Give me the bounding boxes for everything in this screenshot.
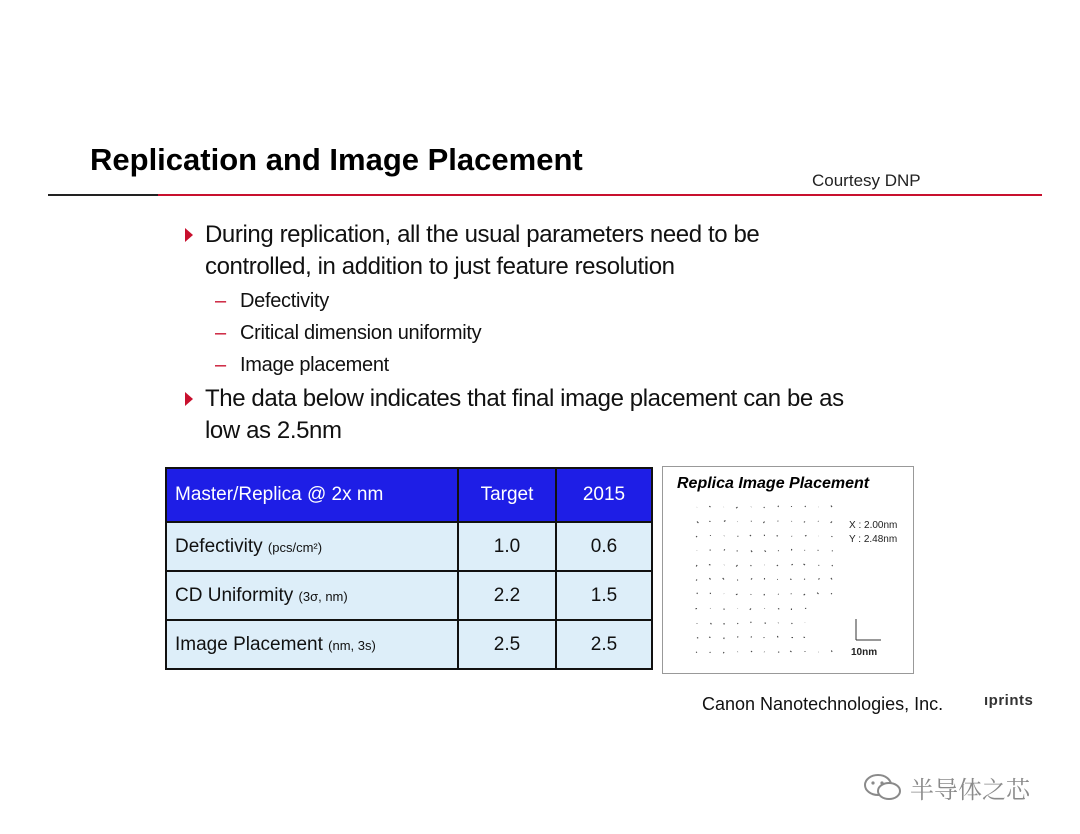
dash-icon: –: [215, 354, 226, 376]
placement-vector: [751, 551, 752, 552]
slide-title: Replication and Image Placement: [90, 142, 583, 177]
placement-vector: [804, 522, 805, 523]
placement-vector: [697, 638, 698, 639]
year-2015-cell: 1.5: [556, 571, 652, 620]
bullet-arrow-icon: [185, 228, 193, 242]
placement-vector: [736, 507, 737, 508]
sub-bullet-text: Image placement: [240, 354, 389, 376]
placement-vector: [709, 578, 710, 579]
dash-icon: –: [215, 290, 226, 312]
placement-vector: [805, 506, 806, 507]
sub-bullet-text: Critical dimension uniformity: [240, 322, 482, 344]
placement-vector: [750, 535, 751, 536]
placement-vector: [792, 564, 793, 565]
bullet-arrow-icon: [185, 392, 193, 406]
placement-vector: [751, 521, 752, 522]
target-cell: 1.0: [458, 522, 556, 571]
placement-vector: [738, 636, 739, 637]
placement-vector: [831, 578, 832, 580]
bullet-list: [183, 219, 903, 447]
placement-vector: [696, 565, 697, 566]
placement-vector: [819, 565, 820, 566]
placement-vector: [751, 578, 752, 579]
placement-vector: [778, 609, 779, 610]
year-2015-cell: 2.5: [556, 620, 652, 669]
placement-vector: [792, 623, 793, 624]
row-label-cell: [166, 571, 458, 620]
placement-vector: [724, 521, 725, 522]
placement-vector: [711, 623, 712, 624]
bullet-text-line: controlled, in addition to just feature resolution: [205, 253, 675, 280]
y-error-label: Y : 2.48nm: [849, 534, 898, 545]
placement-vector: [777, 636, 778, 638]
year-2015-cell: 0.6: [556, 522, 652, 571]
header-cell: Master/Replica @ 2x nm: [166, 468, 458, 522]
placement-vector: [764, 507, 765, 508]
watermark-text: 半导体之芯: [910, 776, 1030, 804]
sub-bullet-text: Defectivity: [240, 290, 329, 312]
table-header-row: [166, 468, 652, 522]
courtesy-label: Courtesy DNP: [812, 171, 921, 190]
placement-vector: [736, 565, 737, 567]
row-label-cell: [166, 522, 458, 571]
bullet-item: [183, 383, 903, 447]
bullet-text-line: low as 2.5nm: [205, 417, 342, 444]
placement-vector: [696, 652, 697, 653]
dash-icon: –: [215, 322, 226, 344]
title-rule-red: [158, 194, 1042, 196]
header-cell: Target: [458, 468, 556, 522]
placement-vector: [831, 522, 832, 523]
row-label: Defectivity: [175, 535, 268, 557]
placement-vector: [697, 522, 698, 524]
header-cell: 2015: [556, 468, 652, 522]
placement-vector: [764, 594, 765, 595]
placement-vector: [737, 551, 738, 552]
placement-vector: [751, 651, 752, 652]
placement-vector: [777, 565, 778, 566]
placement-title: Replica Image Placement: [677, 475, 870, 492]
placement-vector: [831, 506, 832, 507]
row-label: Image Placement: [175, 633, 329, 655]
placement-vector: [710, 550, 711, 551]
placement-vector: [765, 551, 766, 552]
table-row: [166, 620, 652, 669]
placement-vector: [778, 506, 779, 507]
placement-vector: [763, 522, 764, 524]
placement-vector: [817, 593, 818, 594]
placement-vector: [750, 609, 751, 610]
placement-vector: [696, 536, 697, 537]
placement-figure: [662, 466, 914, 674]
row-unit: (nm, 3s): [328, 637, 376, 653]
imprint-logo-text: ıprints: [984, 692, 1034, 709]
row-label-cell: [166, 620, 458, 669]
sub-bullet-item: [183, 349, 903, 381]
target-cell: 2.5: [458, 620, 556, 669]
placement-vector: [709, 506, 710, 507]
table-row: [166, 571, 652, 620]
placement-vector: [804, 594, 805, 595]
target-cell: 2.2: [458, 571, 556, 620]
bullet-item: [183, 219, 903, 283]
credit-text: Canon Nanotechnologies, Inc.: [702, 694, 944, 714]
bullet-text-line: During replication, all the usual parameters need to be: [205, 221, 760, 248]
placement-vector: [819, 578, 820, 579]
placement-vector: [804, 579, 805, 580]
placement-vector: [803, 564, 805, 565]
table-row: [166, 522, 652, 571]
row-unit: (3σ, nm): [298, 588, 348, 604]
scale-label: 10nm: [851, 647, 878, 658]
placement-vector: [805, 535, 806, 536]
placement-vector: [723, 578, 724, 580]
placement-vector: [751, 636, 752, 637]
placement-vector: [723, 652, 724, 653]
row-unit: (pcs/cm²): [267, 539, 323, 555]
placement-vector-map: [663, 467, 913, 673]
sub-bullet-item: [183, 317, 903, 349]
placement-vector: [724, 549, 725, 550]
row-label: CD Uniformity: [175, 584, 299, 606]
comparison-table: [165, 467, 653, 670]
placement-vector: [696, 580, 697, 581]
title-rule-dark: [48, 194, 158, 196]
placement-vector: [832, 551, 833, 552]
x-error-label: X : 2.00nm: [849, 520, 898, 531]
wechat-logo-icon: [862, 772, 904, 802]
placement-vector: [736, 594, 738, 595]
placement-vector: [831, 593, 832, 594]
sub-bullet-item: [183, 285, 903, 317]
placement-vector: [790, 651, 791, 652]
placement-vector: [831, 650, 832, 652]
placement-vector: [832, 565, 833, 566]
placement-vector: [710, 652, 711, 653]
bullet-text-line: The data below indicates that final image placement can be as: [205, 385, 844, 412]
